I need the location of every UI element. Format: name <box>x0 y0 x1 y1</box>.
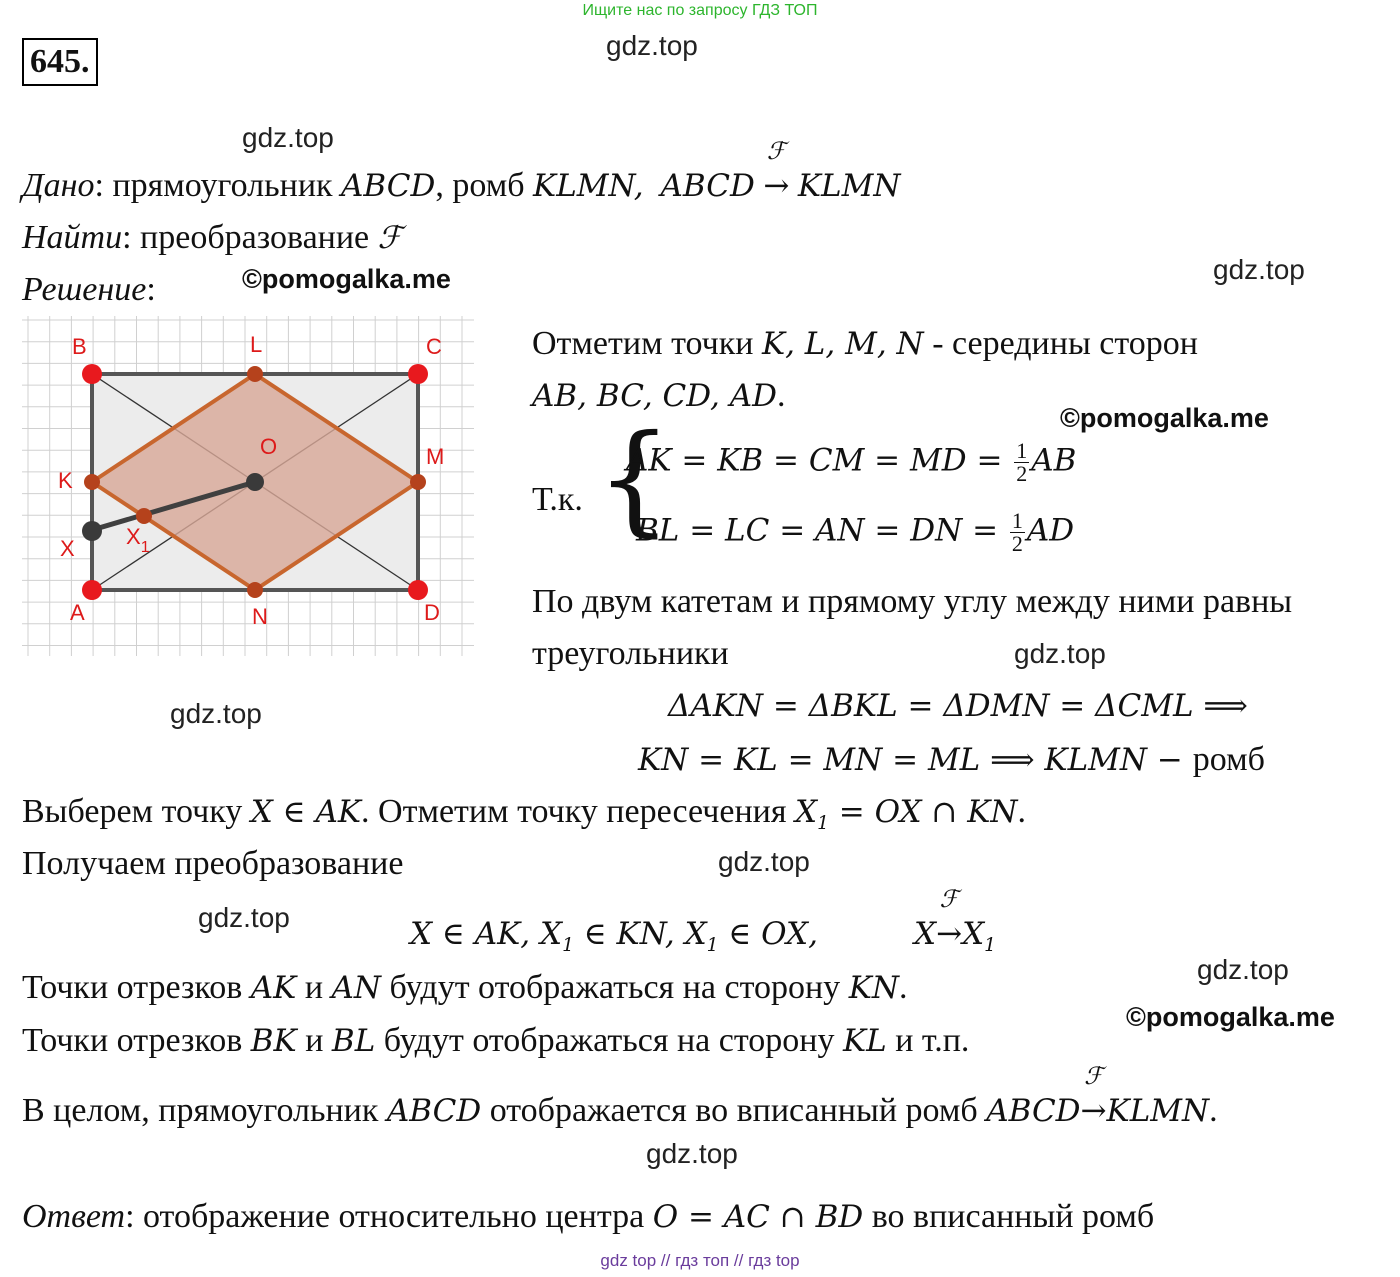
watermark-gdz: gdz.top <box>170 698 262 729</box>
map-symbol: ℱ <box>939 887 959 913</box>
seg2-text-a: Точки отрезков <box>22 1022 251 1059</box>
transform-conditions <box>410 914 818 966</box>
transform-map <box>914 887 996 966</box>
overall-map-from: ABCD <box>986 1093 1081 1129</box>
label-d: D <box>424 600 440 625</box>
segments-ak-an <box>22 968 907 1008</box>
watermark-pomogalka: ©pomogalka.me <box>242 264 451 294</box>
answer-text-b: во вписанный ромб <box>863 1198 1155 1235</box>
midpoints-line <box>532 324 1198 364</box>
solution-colon: : <box>146 271 156 308</box>
equation-triangles <box>668 686 1248 726</box>
equation-2-main: BL = LC = AN = DN = <box>636 512 1008 549</box>
given-map-symbol: ℱ <box>766 139 786 165</box>
map-from: X <box>914 916 937 952</box>
watermark-gdz: gdz.top <box>1213 254 1305 285</box>
find-text: : преобразование <box>122 219 378 256</box>
equation-2 <box>636 510 1074 555</box>
geometry-figure <box>22 316 478 660</box>
overall-line <box>22 1064 1218 1131</box>
equation-1-main: AK = KB = CM = MD = <box>626 442 1013 479</box>
answer-line <box>22 1197 1154 1237</box>
choose-text-a: Выберем точку <box>22 793 251 830</box>
overall-text-a: В целом, прямоугольник <box>22 1092 387 1129</box>
system-brace: { <box>596 410 673 549</box>
point-a <box>82 580 102 600</box>
watermark-gdz: gdz.top <box>646 1138 738 1169</box>
since-label: Т.к. <box>532 481 583 518</box>
seg2-text-c: будут отображаться на сторону <box>375 1022 843 1059</box>
label-k: K <box>58 468 73 493</box>
watermark-gdz: gdz.top <box>198 902 290 933</box>
label-x: X <box>60 536 75 561</box>
watermark-gdz: gdz.top <box>606 30 698 61</box>
point-x1 <box>136 508 152 524</box>
answer-label: Ответ <box>22 1198 126 1235</box>
given-map-from: ABCD <box>660 168 755 204</box>
overall-dot: . <box>1209 1092 1218 1129</box>
seg1-text-a: Точки отрезков <box>22 969 251 1006</box>
choose-math-2: $X_1$ = OX ∩ KN <box>794 794 1018 835</box>
midpoints-points: K, L, M, N <box>761 326 924 362</box>
conditions-math: X ∈ AK, $X_1$ ∈ KN, $X_1$ ∈ OX, <box>410 916 818 957</box>
label-n: N <box>252 604 268 629</box>
given-rect-name: ABCD <box>341 168 436 204</box>
choose-math-1: X ∈ AK <box>250 794 362 830</box>
equation-1-end: AB <box>1031 442 1077 479</box>
overall-abcd: ABCD <box>386 1093 482 1129</box>
equation-triangles-text: ΔAKN = ΔBKL = ΔDMN = ΔCML ⟹ <box>668 688 1248 724</box>
segments-bk-bl <box>22 1021 969 1061</box>
solution-line <box>22 270 156 310</box>
transform-intro: Получаем преобразование <box>22 845 404 882</box>
watermark-gdz: gdz.top <box>242 122 334 153</box>
point-m <box>410 474 426 490</box>
label-c: C <box>426 334 442 359</box>
label-o: O <box>260 434 278 459</box>
solution-label: Решение <box>22 271 147 308</box>
fraction-half: $\frac{1}{2}$ <box>1011 508 1023 556</box>
label-m: M <box>426 444 445 469</box>
find-symbol: ℱ <box>377 220 403 256</box>
seg2-kl: KL <box>842 1023 887 1059</box>
header-note: Ищите нас по запросу ГДЗ ТОП <box>582 2 818 19</box>
point-k <box>84 474 100 490</box>
label-b: B <box>72 334 87 359</box>
watermark-pomogalka: ©pomogalka.me <box>1126 1002 1335 1032</box>
choose-dot: . <box>1017 793 1026 830</box>
seg2-bl: BL <box>331 1023 376 1059</box>
given-map-to: KLMN <box>797 168 901 204</box>
seg1-and: и <box>296 969 332 1006</box>
overall-arrow: → <box>1080 1093 1107 1129</box>
footer-links[interactable]: gdz top // гдз топ // гдз top <box>600 1251 800 1270</box>
given-comma: , <box>633 168 644 204</box>
seg2-and: и <box>296 1022 332 1059</box>
label-x1: $X_1$ <box>126 524 150 556</box>
map-to: $X_1$ <box>962 916 996 957</box>
triangles-word: треугольники <box>532 635 729 672</box>
triangles-reason: По двум катетам и прямому углу между ними равны <box>532 583 1293 620</box>
seg2-etc: и т.п. <box>886 1022 970 1059</box>
watermark-gdz: gdz.top <box>1014 638 1106 669</box>
equation-2-end: AD <box>1026 512 1075 549</box>
watermark-gdz: gdz.top <box>1197 954 1289 985</box>
overall-map-to: KLMN <box>1106 1093 1210 1129</box>
label-l: L <box>250 332 263 357</box>
equation-rhombus-text: KN = KL = MN = ML ⟹ KLMN − <box>638 742 1193 778</box>
find-label: Найти <box>22 219 123 256</box>
answer-text-a: : отображение относительно центра <box>125 1198 653 1235</box>
choose-point-line <box>22 792 1026 844</box>
map-arrow: → <box>936 916 963 952</box>
seg1-an: AN <box>331 970 382 1006</box>
label-a: A <box>70 600 85 625</box>
equation-rhombus <box>638 740 1265 780</box>
given-line <box>22 139 901 206</box>
sides-list: AB, BC, CD, AD <box>532 378 777 414</box>
sides-dot: . <box>776 377 786 414</box>
point-b <box>82 364 102 384</box>
overall-text-b: отображается во вписанный ромб <box>481 1092 987 1129</box>
equation-1 <box>626 440 1076 485</box>
given-label: Дано <box>22 167 95 204</box>
overall-map-symbol: ℱ <box>1084 1064 1103 1090</box>
point-c <box>408 364 428 384</box>
given-rhombus-name: KLMN <box>533 168 634 204</box>
point-n <box>247 582 263 598</box>
equation-rhombus-word: ромб <box>1192 741 1265 778</box>
given-arrow: → <box>763 168 790 204</box>
midpoints-text-a: Отметим точки <box>532 325 762 362</box>
point-x <box>82 521 102 541</box>
point-l <box>247 366 263 382</box>
seg1-ak: AK <box>250 970 297 1006</box>
seg2-bk: BK <box>250 1023 297 1059</box>
given-text-2: , ромб <box>435 167 534 204</box>
midpoints-text-b: - середины сторон <box>923 325 1198 362</box>
seg1-kn: KN <box>848 970 899 1006</box>
answer-math: O = AC ∩ BD <box>652 1199 864 1235</box>
seg1-text-c: будут отображаться на сторону <box>381 969 849 1006</box>
fraction-half: $\frac{1}{2}$ <box>1016 438 1028 486</box>
point-o <box>246 473 264 491</box>
given-text-1: : прямоугольник <box>94 167 342 204</box>
watermark-gdz: gdz.top <box>718 846 810 877</box>
problem-number: 645. <box>22 38 98 86</box>
find-line <box>22 218 402 258</box>
point-d <box>408 580 428 600</box>
watermark-pomogalka: ©pomogalka.me <box>1060 403 1269 433</box>
choose-text-b: . Отметим точку пересечения <box>361 793 795 830</box>
seg1-dot: . <box>898 969 908 1006</box>
